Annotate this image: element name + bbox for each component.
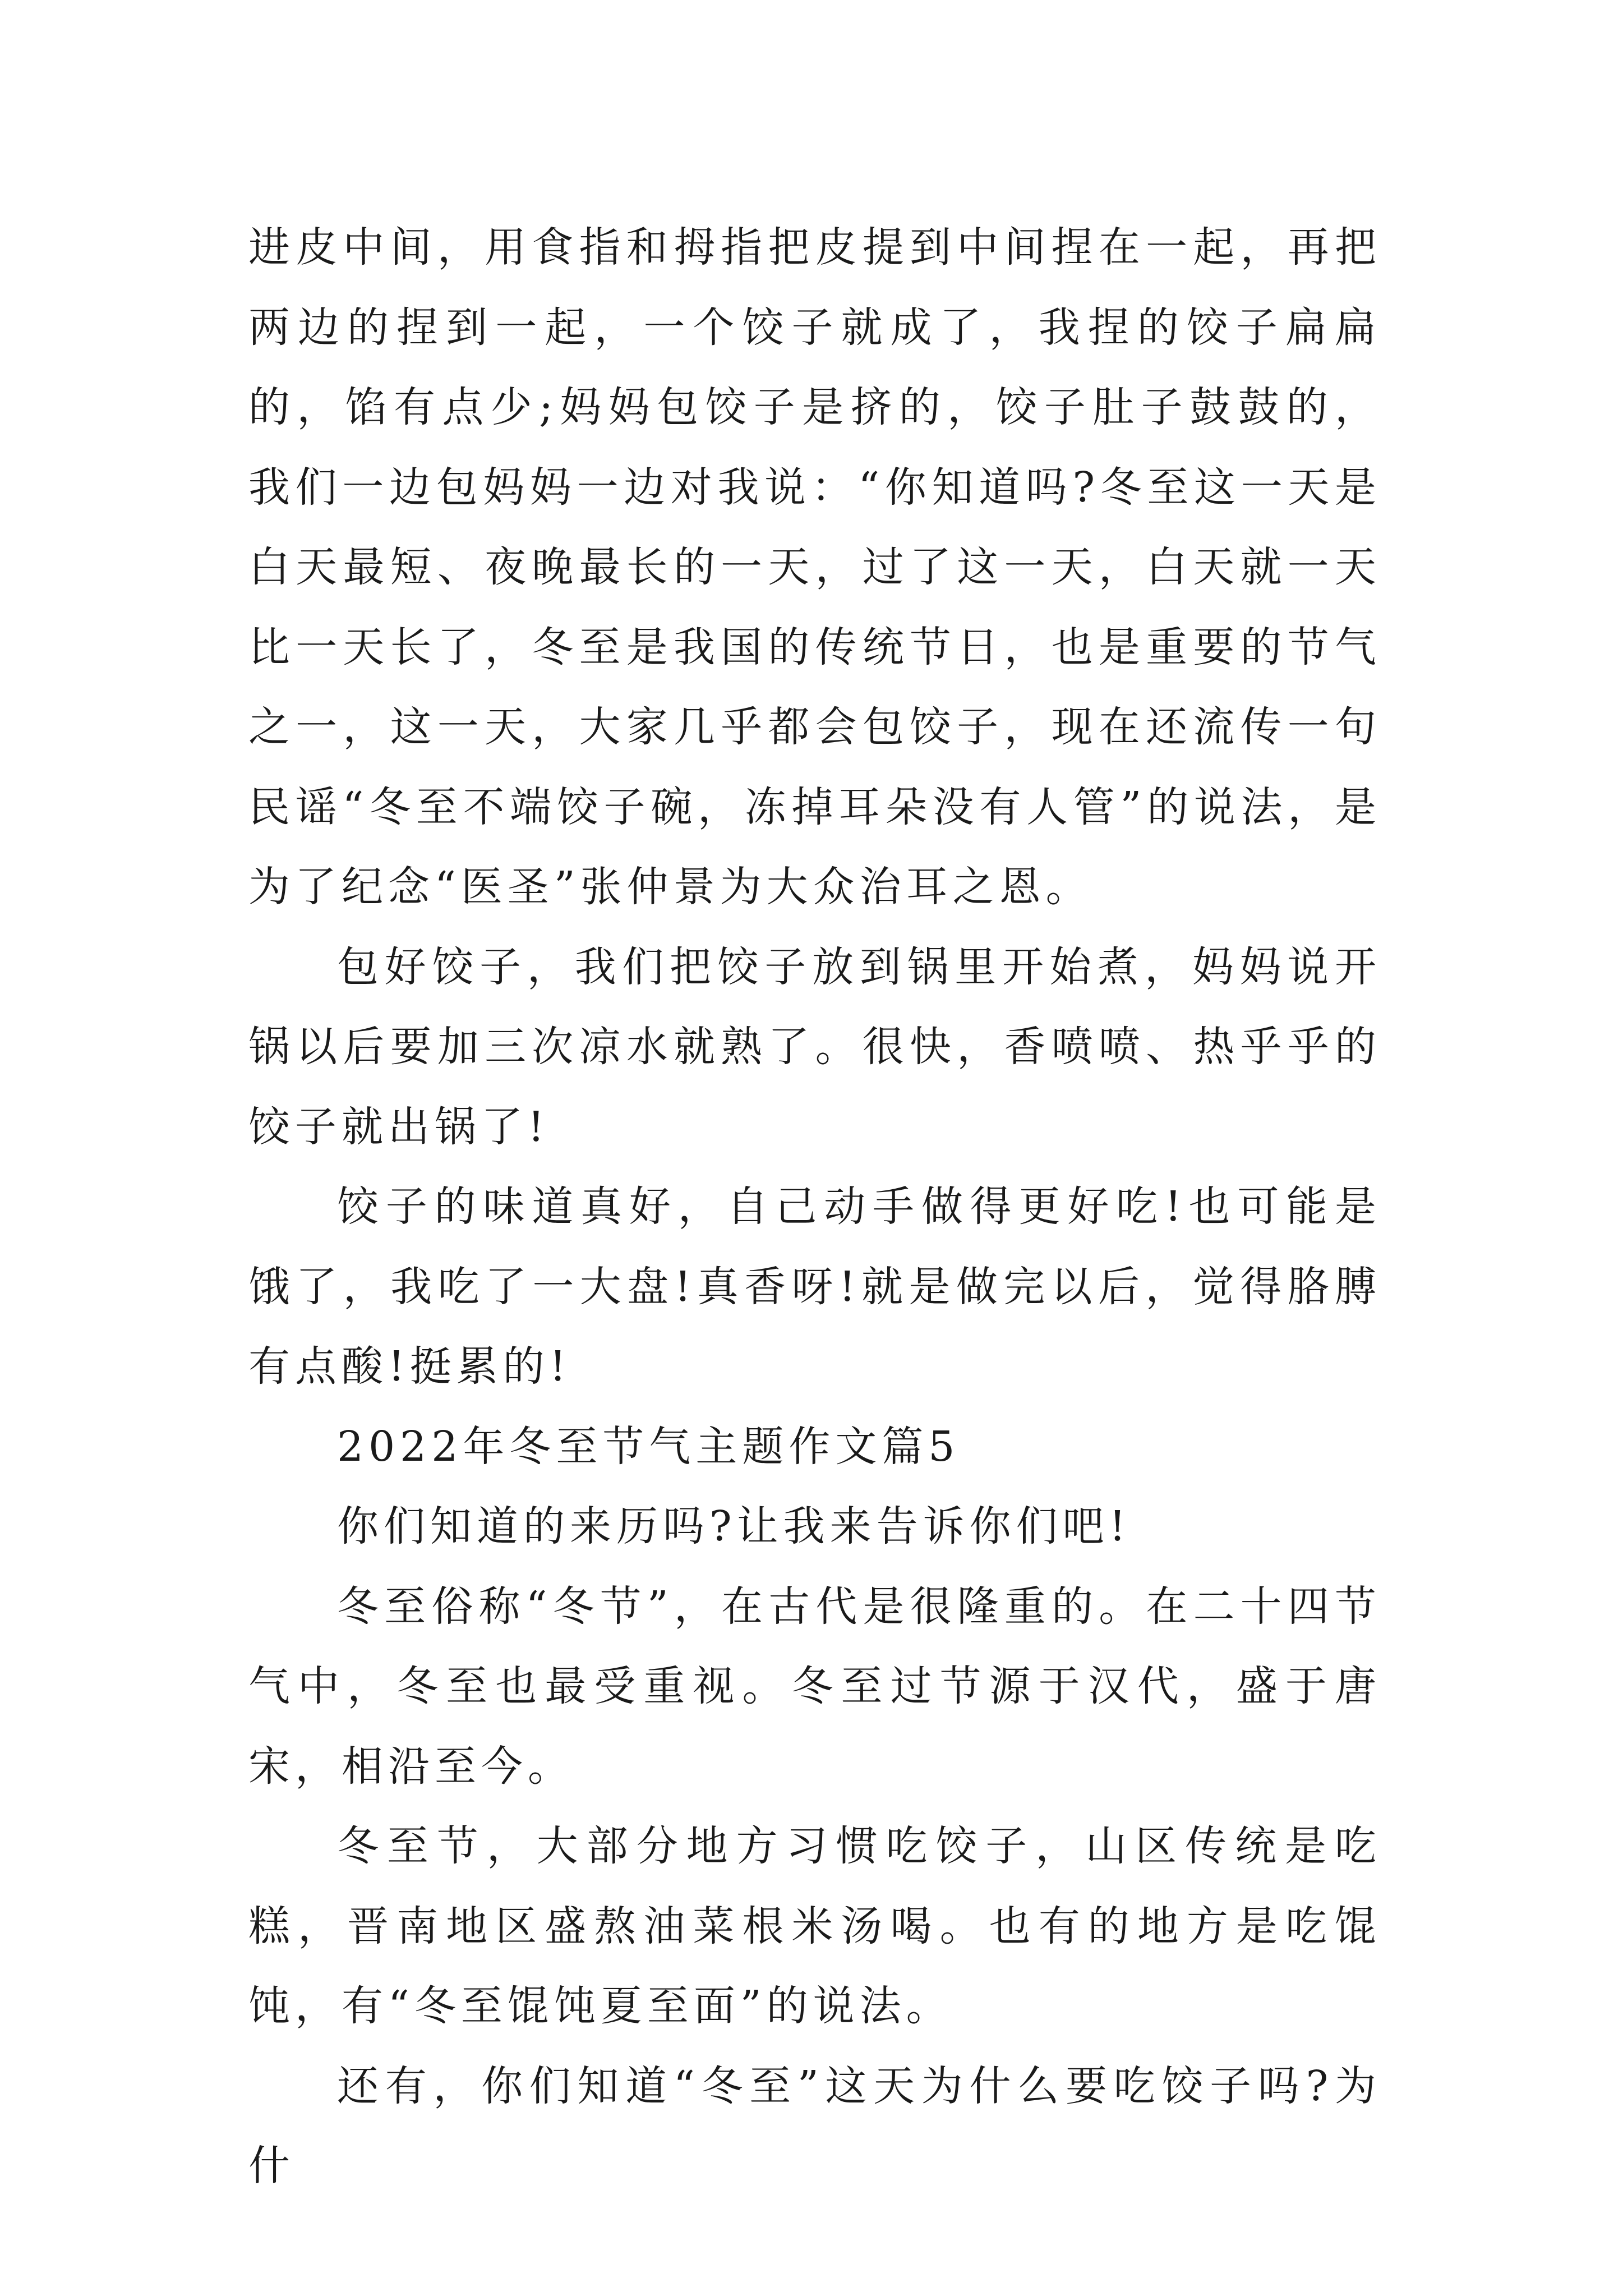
paragraph: 冬至俗称“冬节”，在古代是很隆重的。在二十四节气中，冬至也最受重视。冬至过节源于汉代，盛于唐宋，相沿至今。 — [248, 1582, 1381, 1791]
paragraph: 还有，你们知道“冬至”这天为什么要吃饺子吗?为什 — [248, 2062, 1381, 2190]
paragraph: 冬至节，大部分地方习惯吃饺子，山区传统是吃糕，晋南地区盛熬油菜根米汤喝。也有的地方是吃馄饨，有“冬至馄饨夏至面”的说法。 — [248, 1822, 1381, 2030]
paragraph-continued: 进皮中间，用食指和拇指把皮提到中间捏在一起，再把两边的捏到一起，一个饺子就成了，我捏的饺子扁扁的，馅有点少;妈妈包饺子是挤的，饺子肚子鼓鼓的，我们一边包妈妈一边对我说：“你知道吗?冬至这一天是白天最短、夜晚最长的一天，过了这一天，白天就一天比一天长了，冬至是我国的传统节日，也是重要的节气之一，这一天，大家几乎都会包饺子，现在还流传一句民谣“冬至不端饺子碗，冻掉耳朵没有人管”的说法，是为了纪念“医圣”张仲景为大众治耳之恩。 — [248, 223, 1381, 911]
paragraph: 包好饺子，我们把饺子放到锅里开始煮，妈妈说开锅以后要加三次凉水就熟了。很快，香喷喷、热乎乎的饺子就出锅了! — [248, 942, 1381, 1151]
paragraph: 饺子的味道真好，自己动手做得更好吃!也可能是饿了，我吃了一大盘!真香呀!就是做完以后，觉得胳膊有点酸!挺累的! — [248, 1182, 1381, 1391]
document-body — [248, 208, 1381, 2206]
section-heading: 2022年冬至节气主题作文篇5 — [337, 1422, 960, 1471]
paragraph: 你们知道的来历吗?让我来告诉你们吧! — [337, 1502, 1131, 1550]
